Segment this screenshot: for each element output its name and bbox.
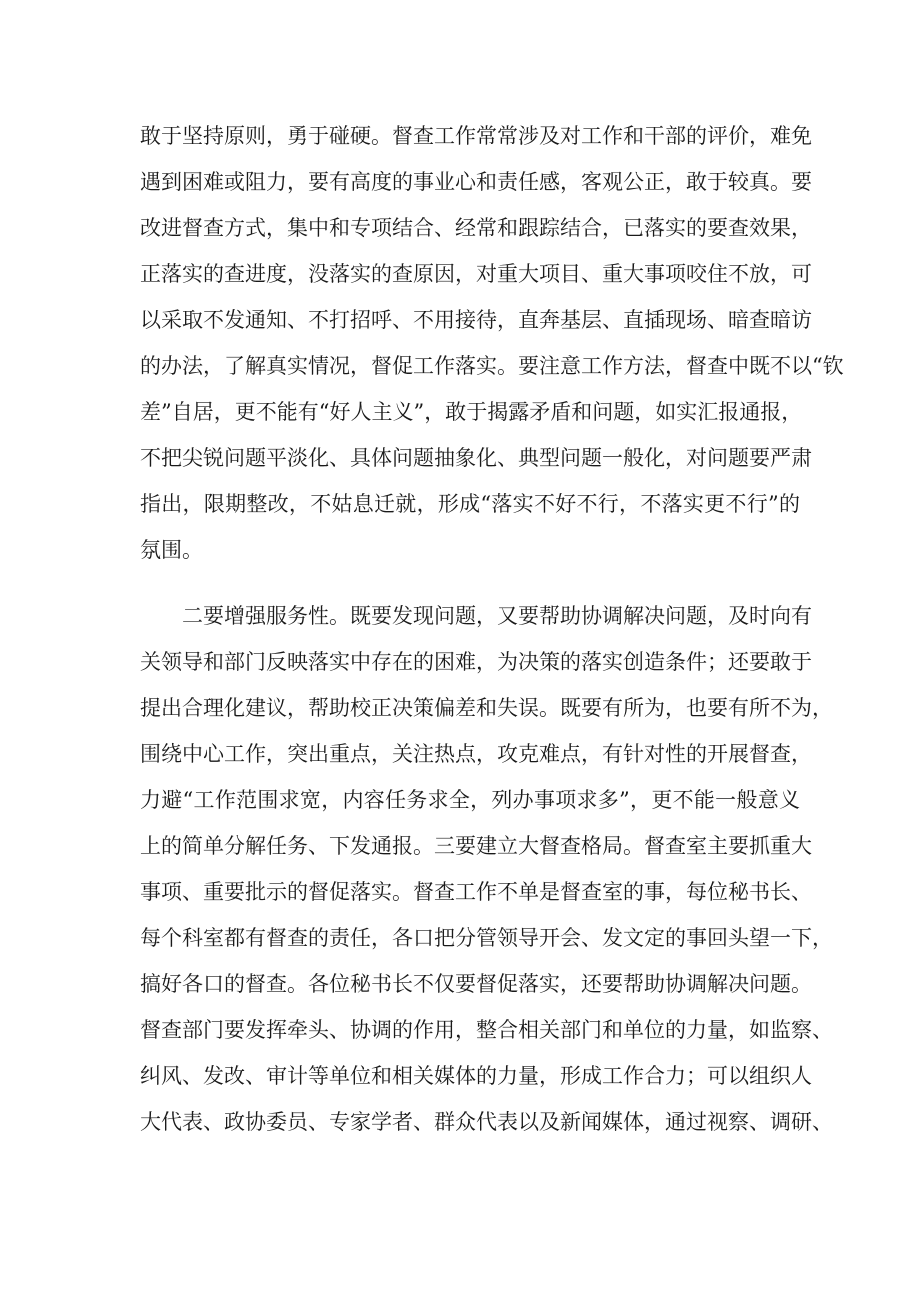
text-line: 以采取不发通知、不打招呼、不用接待，直奔基层、直插现场、暗查暗访 [140,308,812,332]
text-line: 大代表、政协委员、专家学者、群众代表以及新闻媒体，通过视察、调研、 [140,1110,833,1134]
text-line: 纠风、发改、审计等单位和相关媒体的力量，形成工作合力；可以组织人 [140,1064,812,1088]
text-line: 事项、重要批示的督促落实。督查工作不单是督查室的事，每位秘书长、 [140,880,812,904]
text-line: 搞好各口的督查。各位秘书长不仅要督促落实，还要帮助协调解决问题。 [140,972,812,996]
text-line: 力避“工作范围求宽，内容任务求全，列办事项求多”，更不能一般意义 [140,788,800,812]
text-line: 提出合理化建议，帮助校正决策偏差和失误。既要有所为，也要有所不为， [140,696,833,720]
text-line: 遇到困难或阻力，要有高度的事业心和责任感，客观公正，敢于较真。要 [140,170,812,194]
text-line: 每个科室都有督查的责任，各口把分管领导开会、发文定的事回头望一下， [140,926,833,950]
text-line: 氛围。 [140,538,203,562]
text-line: 的办法，了解真实情况，督促工作落实。要注意工作方法，督查中既不以“钦 [140,354,844,378]
text-line: 指出，限期整改，不姑息迁就，形成“落实不好不行，不落实更不行”的 [140,492,800,516]
text-line: 围绕中心工作，突出重点，关注热点，攻克难点，有针对性的开展督查， [140,742,812,766]
text-line: 关领导和部门反映落实中存在的困难，为决策的落实创造条件；还要敢于 [140,650,812,674]
text-line: 二要增强服务性。既要发现问题，又要帮助协调解决问题，及时向有 [182,604,812,628]
text-line: 改进督查方式，集中和专项结合、经常和跟踪结合，已落实的要查效果， [140,216,812,240]
text-line: 正落实的查进度，没落实的查原因，对重大项目、重大事项咬住不放，可 [140,262,812,286]
text-line: 敢于坚持原则，勇于碰硬。督查工作常常涉及对工作和干部的评价，难免 [140,124,812,148]
text-line: 差”自居，更不能有“好人主义”，敢于揭露矛盾和问题，如实汇报通报， [140,400,803,424]
text-line: 督查部门要发挥牵头、协调的作用，整合相关部门和单位的力量，如监察、 [140,1018,833,1042]
text-line: 上的简单分解任务、下发通报。三要建立大督查格局。督查室主要抓重大 [140,834,812,858]
text-line: 不把尖锐问题平淡化、具体问题抽象化、典型问题一般化，对问题要严肃 [140,446,812,470]
